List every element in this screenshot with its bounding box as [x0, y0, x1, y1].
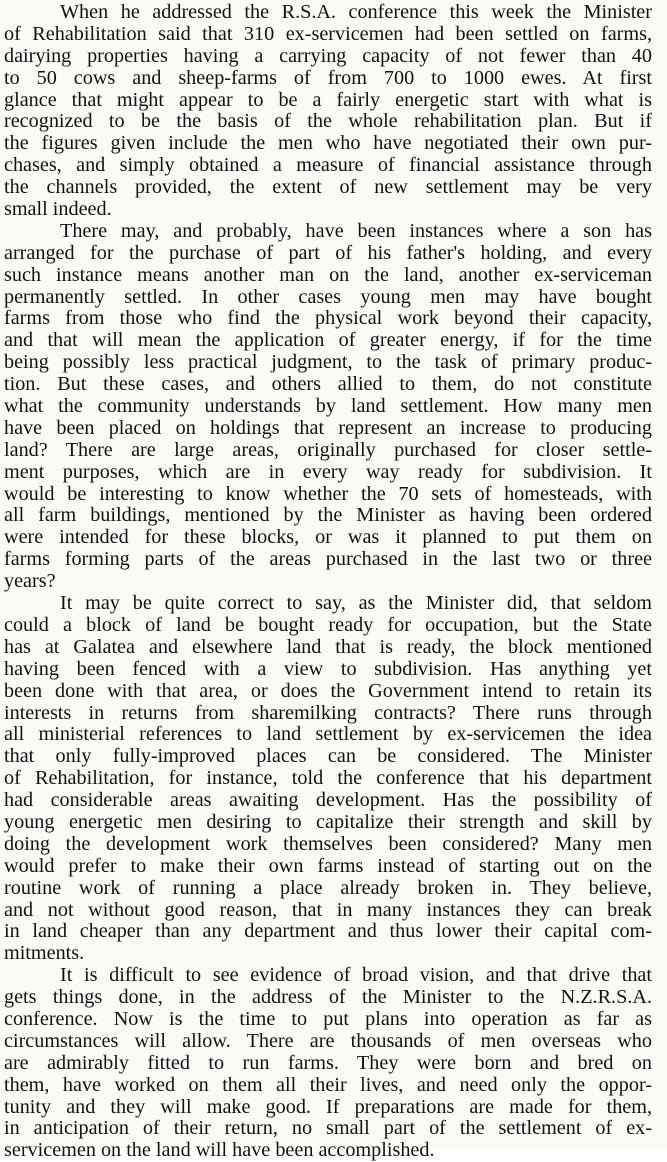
text-line: conference. Now is the time to put plans into operation as far as — [4, 1007, 652, 1030]
text-line: mitments. — [4, 942, 85, 965]
article-paragraph — [4, 965, 652, 1162]
text-line: what the community understands by land settlement. How many men — [4, 395, 652, 418]
text-line: permanently settled. In other cases young men may have bought — [4, 285, 652, 308]
text-line: in anticipation of their return, no small part of the settlement of ex- — [4, 1117, 652, 1140]
text-line: tion. But these cases, and others allied to them, do not constitute — [4, 373, 652, 396]
text-line: It is difficult to see evidence of broad vision, and that drive that — [60, 964, 652, 987]
text-line: of Rehabilitation, for instance, told the conference that his department — [4, 767, 652, 790]
text-line: When he addressed the R.S.A. conference this week the Minister — [60, 1, 652, 23]
text-line: had considerable areas awaiting development. Has the possibility of — [4, 789, 652, 812]
text-line: tunity and they will make good. If preparations are made for them, — [4, 1095, 652, 1118]
text-line: It may be quite correct to say, as the Minister did, that seldom — [60, 592, 652, 615]
text-line: ment purposes, which are in every way ready for subdivision. It — [4, 460, 652, 483]
text-line: been done with that area, or does the Government intend to retain its — [4, 679, 652, 702]
text-line: to 50 cows and sheep-farms of from 700 to 1000 ewes. At first — [4, 66, 652, 89]
text-line: land? There are large areas, originally purchased for closer settle- — [4, 438, 652, 461]
text-line: of Rehabilitation said that 310 ex-servicemen had been settled on farms, — [4, 22, 652, 45]
text-line: being possibly less practical judgment, to the task of primary produc- — [4, 351, 652, 374]
text-line: arranged for the purchase of part of his father's holding, and every — [4, 241, 652, 264]
text-line: the figures given include the men who have negotiated their own pur- — [4, 132, 652, 155]
text-line: could a block of land be bought ready for occupation, but the State — [4, 613, 652, 636]
text-line: are admirably fitted to run farms. They were born and bred on — [4, 1051, 652, 1074]
text-line: servicemen on the land will have been accomplished. — [4, 1139, 435, 1162]
text-line: and not without good reason, that in many instances they can break — [4, 898, 652, 921]
text-line: would be interesting to know whether the 70 sets of homesteads, with — [4, 482, 652, 505]
text-line: interests in returns from sharemilking contracts? There runs through — [4, 701, 652, 724]
text-line: the channels provided, the extent of new settlement may be very — [4, 176, 652, 199]
text-line: such instance means another man on the land, another ex-serviceman — [4, 263, 652, 286]
text-line: routine work of running a place already broken in. They believe, — [4, 876, 652, 899]
article-paragraph — [4, 593, 652, 965]
text-line: circumstances will allow. There are thousands of men overseas who — [4, 1029, 652, 1052]
article-body — [4, 2, 652, 1162]
article-paragraph — [4, 2, 652, 221]
text-line: and that will mean the application of greater energy, if for the time — [4, 329, 652, 352]
text-line: them, have worked on them all their lives, and need only the oppor- — [4, 1073, 652, 1096]
text-line: has at Galatea and elsewhere land that is ready, the block mentioned — [4, 635, 652, 658]
text-line: have been placed on holdings that represent an increase to producing — [4, 416, 652, 439]
text-line: There may, and probably, have been instances where a son has — [60, 219, 652, 242]
text-line: farms from those who find the physical work beyond their capacity, — [4, 307, 652, 330]
text-line: that only fully-improved places can be considered. The Minister — [4, 745, 652, 768]
text-line: glance that might appear to be a fairly energetic start with what is — [4, 88, 652, 111]
text-line: were intended for these blocks, or was it planned to put them on — [4, 526, 652, 549]
text-line: having been fenced with a view to subdivision. Has anything yet — [4, 657, 652, 680]
text-line: all ministerial references to land settlement by ex-servicemen the idea — [4, 723, 652, 746]
text-line: all farm buildings, mentioned by the Minister as having been ordered — [4, 504, 652, 527]
text-line: farms forming parts of the areas purchased in the last two or three — [4, 548, 652, 571]
text-line: would prefer to make their own farms instead of starting out on the — [4, 854, 652, 877]
text-line: doing the development work themselves been considered? Many men — [4, 832, 652, 855]
text-line: in land cheaper than any department and thus lower their capital com- — [4, 920, 652, 943]
text-line: small indeed. — [4, 198, 112, 221]
text-line: recognized to be the basis of the whole rehabilitation plan. But if — [4, 110, 652, 133]
text-line: years? — [4, 570, 56, 593]
text-line: gets things done, in the address of the Minister to the N.Z.R.S.A. — [4, 986, 652, 1009]
article-paragraph — [4, 221, 652, 593]
text-line: young energetic men desiring to capitalize their strength and skill by — [4, 810, 652, 833]
text-line: chases, and simply obtained a measure of financial assistance through — [4, 154, 652, 177]
text-line: dairying properties having a carrying capacity of not fewer than 40 — [4, 44, 652, 67]
